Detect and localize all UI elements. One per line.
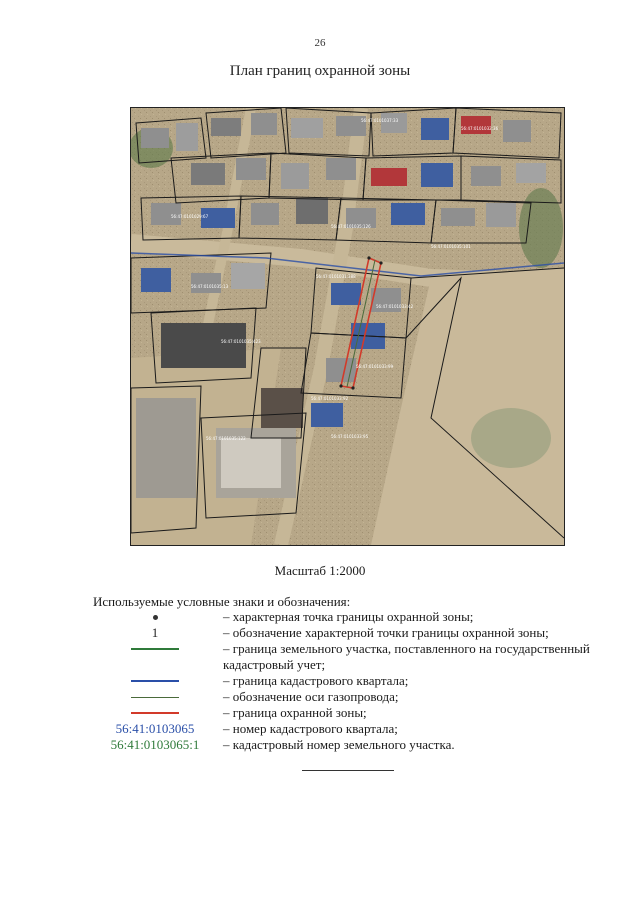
legend-item (93, 689, 603, 705)
svg-text:56:47:0101031:388: 56:47:0101031:388 (316, 274, 356, 279)
legend-item (93, 705, 603, 721)
legend-symbol (93, 705, 217, 721)
legend (93, 609, 603, 753)
line-symbol-icon (131, 680, 179, 682)
legend-description: – граница кадастрового квартала; (223, 673, 409, 688)
legend-symbol-text: 56:41:0103065:1 (110, 737, 200, 752)
legend-symbol (93, 721, 217, 737)
vegetation (519, 188, 563, 268)
svg-text:56:47:0101035:126: 56:47:0101035:126 (331, 224, 371, 229)
legend-symbol (93, 609, 217, 625)
legend-item (93, 721, 603, 737)
svg-text:56:47:0101037:33: 56:47:0101037:33 (361, 118, 399, 123)
legend-description: – граница земельного участка, поставленного на государственный кадастровый учет; (223, 641, 590, 672)
large-building (161, 323, 246, 368)
svg-text:56:47:0101035:13: 56:47:0101035:13 (191, 284, 229, 289)
point-marker-icon (153, 615, 158, 620)
legend-item (93, 641, 603, 673)
large-building (136, 398, 196, 498)
legend-description: – кадастровый номер земельного участка. (223, 737, 455, 752)
legend-description: – номер кадастрового квартала; (223, 721, 398, 736)
page-title: План границ охранной зоны (229, 63, 411, 79)
svg-text:56:47:0101033:92: 56:47:0101033:92 (311, 396, 349, 401)
footer-divider (302, 770, 394, 771)
map-scale: Масштаб 1:2000 (274, 563, 366, 578)
legend-symbol-text: 56:41:0103065 (115, 721, 195, 736)
svg-text:56:47:0101029:67: 56:47:0101029:67 (171, 214, 209, 219)
legend-symbol (93, 737, 217, 753)
svg-text:56:47:0101033:95: 56:47:0101033:95 (331, 434, 369, 439)
line-symbol-icon (131, 697, 179, 698)
legend-description: – обозначение оси газопровода; (223, 689, 399, 704)
legend-item (93, 673, 603, 689)
svg-text:56:47:0101035:101: 56:47:0101035:101 (431, 244, 471, 249)
legend-symbol (93, 673, 217, 689)
large-building (221, 438, 281, 488)
svg-text:56:47:0101033:99: 56:47:0101033:99 (356, 364, 394, 369)
legend-symbol-text: 1 (151, 625, 159, 640)
svg-text:56:47:0101032:36: 56:47:0101032:36 (461, 126, 499, 131)
legend-description: – характерная точка границы охранной зоны; (223, 609, 474, 624)
legend-description: – граница охранной зоны; (223, 705, 367, 720)
svg-text:56:47:0101035:122: 56:47:0101035:122 (206, 436, 246, 441)
line-symbol-icon (131, 648, 179, 650)
legend-item (93, 625, 603, 641)
legend-title: Используемые условные знаки и обозначения: (93, 594, 351, 609)
line-symbol-icon (131, 712, 179, 714)
svg-text:56:47:0101035:423: 56:47:0101035:423 (221, 339, 261, 344)
svg-text:56:47:0101033:42: 56:47:0101033:42 (376, 304, 414, 309)
legend-item (93, 737, 603, 753)
satellite-map[interactable] (130, 107, 565, 546)
legend-symbol (93, 641, 217, 657)
legend-description: – обозначение характерной точки границы охранной зоны; (223, 625, 549, 640)
legend-symbol (93, 689, 217, 705)
legend-symbol (93, 625, 217, 641)
map-canvas (131, 108, 564, 545)
vegetation (471, 408, 551, 468)
legend-item (93, 609, 603, 625)
page-number: 26 (314, 37, 326, 49)
